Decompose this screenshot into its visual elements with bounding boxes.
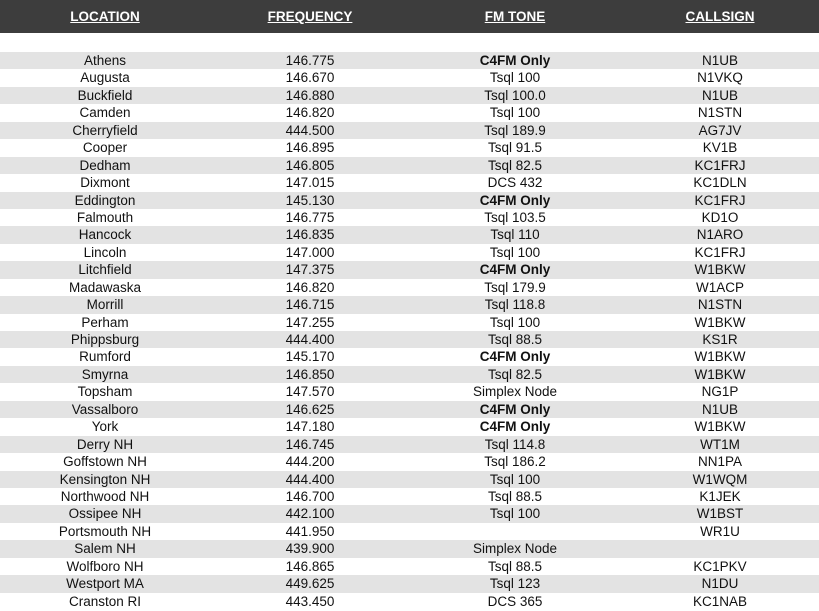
cell-fm-tone: Tsql 88.5 [487,488,543,504]
cell-fm-tone: Tsql 100 [489,244,541,260]
cell-location: Wolfboro NH [66,558,144,574]
cell-location: Buckfield [77,87,133,103]
cell-location: Hancock [78,227,132,243]
cell-fm-tone: C4FM Only [479,262,551,278]
table-row [0,139,819,156]
cell-frequency: 146.835 [285,227,335,243]
cell-location: Augusta [80,70,130,86]
cell-frequency: 146.775 [285,209,335,225]
cell-frequency: 444.200 [285,454,335,470]
cell-callsign: KD1O [701,209,739,225]
cell-frequency: 146.670 [285,70,335,86]
cell-fm-tone: Tsql 186.2 [484,454,546,470]
cell-location: Vassalboro [71,401,139,417]
cell-frequency: 147.570 [285,384,335,400]
cell-frequency: 146.715 [285,297,335,313]
cell-location: Salem NH [74,541,136,557]
cell-callsign: KC1NAB [692,593,748,609]
cell-callsign: N1UB [701,53,738,68]
cell-fm-tone: Tsql 123 [489,576,541,592]
cell-fm-tone: Tsql 189.9 [484,122,546,138]
cell-fm-tone: Tsql 82.5 [487,157,543,173]
cell-location: Cherryfield [72,122,138,138]
cell-location: Westport MA [66,576,144,592]
cell-location: Dedham [79,157,131,173]
cell-location: Smyrna [81,366,129,382]
table-row [0,174,819,191]
header-location[interactable]: LOCATION [70,9,140,24]
table-row [0,87,819,104]
cell-fm-tone: Simplex Node [472,541,558,557]
cell-frequency: 441.950 [285,523,335,539]
cell-callsign: W1BST [696,506,744,522]
table-row [0,471,819,488]
table-row [0,122,819,139]
cell-callsign: N1VKQ [697,70,743,86]
table-row [0,453,819,470]
cell-location: Phippsburg [70,332,140,347]
cell-location: Rumford [79,349,131,365]
cell-frequency: 449.625 [285,576,335,592]
cell-frequency: 146.865 [285,558,335,574]
table-row [0,558,819,575]
cell-frequency: 146.820 [285,105,335,121]
table-row [0,261,819,278]
table-row [0,279,819,296]
table-row [0,505,819,522]
cell-location: York [91,419,119,435]
cell-fm-tone: Tsql 100 [489,70,541,86]
cell-callsign: KC1FRJ [694,244,746,260]
cell-location: Derry NH [76,436,134,452]
table-row [0,52,819,69]
cell-fm-tone: C4FM Only [479,349,551,365]
table-row [0,226,819,243]
cell-fm-tone: Tsql 103.5 [484,209,546,225]
cell-callsign: W1BKW [694,262,746,278]
cell-fm-tone: Tsql 179.9 [484,279,546,295]
cell-frequency: 145.130 [285,192,335,208]
cell-fm-tone: Tsql 91.5 [487,140,543,156]
cell-frequency: 147.000 [285,244,335,260]
cell-frequency: 443.450 [285,593,335,609]
table-row [0,488,819,505]
cell-location: Kensington NH [59,471,151,487]
cell-location: Goffstown NH [63,454,147,470]
cell-callsign: N1ARO [696,227,744,243]
cell-callsign: N1STN [697,105,743,121]
cell-frequency: 146.775 [285,53,335,68]
cell-callsign: KC1PKV [693,558,747,574]
cell-frequency: 444.400 [285,471,335,487]
cell-location: Eddington [74,192,136,208]
table-row [0,366,819,383]
cell-frequency: 146.700 [285,488,335,504]
cell-callsign: W1ACP [695,279,744,295]
cell-callsign: KV1B [702,140,738,156]
cell-fm-tone: C4FM Only [479,401,551,417]
cell-callsign: NG1P [701,384,739,400]
cell-callsign: W1BKW [694,366,746,382]
table-row [0,331,819,348]
cell-location: Falmouth [76,209,134,225]
cell-callsign: W1BKW [694,314,746,330]
cell-callsign: K1JEK [699,488,741,504]
cell-fm-tone: C4FM Only [479,53,551,68]
cell-frequency: 146.850 [285,366,335,382]
table-row [0,523,819,540]
cell-frequency: 147.375 [285,262,335,278]
cell-frequency: 444.400 [285,332,335,347]
cell-callsign: NN1PA [697,454,742,470]
cell-callsign: N1UB [701,401,738,417]
table-row [0,157,819,174]
table-body [0,52,819,610]
cell-location: Cooper [82,140,128,156]
table-row [0,593,819,610]
cell-callsign: N1STN [697,297,743,313]
cell-fm-tone: Tsql 100 [489,471,541,487]
cell-callsign: KS1R [702,332,738,347]
cell-fm-tone: Tsql 82.5 [487,366,543,382]
cell-fm-tone: C4FM Only [479,192,551,208]
cell-location: Topsham [77,384,133,400]
cell-location: Ossipee NH [68,506,142,522]
table-row [0,192,819,209]
cell-callsign: WR1U [700,523,740,539]
cell-frequency: 146.745 [285,436,335,452]
cell-frequency: 147.180 [285,419,335,435]
table-row [0,348,819,365]
table-row [0,540,819,557]
table-header [0,0,819,33]
cell-fm-tone: Tsql 110 [490,227,540,243]
cell-callsign: KC1FRJ [694,157,746,173]
table-row [0,104,819,121]
cell-fm-tone: Simplex Node [472,384,558,400]
cell-callsign [625,540,815,557]
cell-fm-tone: DCS 365 [487,593,543,609]
cell-frequency: 442.100 [285,506,335,522]
cell-fm-tone [420,523,610,540]
table-row [0,383,819,400]
header-frequency[interactable]: FREQUENCY [267,9,353,24]
cell-frequency: 146.895 [285,140,335,156]
table-row [0,436,819,453]
cell-frequency: 146.625 [285,401,335,417]
cell-location: Lincoln [83,244,127,260]
cell-frequency: 146.805 [285,157,335,173]
cell-location: Cranston RI [68,593,142,609]
table-row [0,244,819,261]
cell-callsign: N1DU [701,576,739,592]
cell-callsign: W1BKW [694,349,746,365]
cell-frequency: 147.255 [285,314,335,330]
cell-location: Madawaska [68,279,142,295]
cell-fm-tone: DCS 432 [487,175,543,191]
cell-callsign: KC1FRJ [694,192,746,208]
cell-callsign: N1UB [701,87,738,103]
cell-fm-tone: Tsql 100 [489,105,541,121]
table-row [0,401,819,418]
cell-location: Athens [83,53,127,68]
table-row [0,69,819,86]
cell-location: Northwood NH [60,488,150,504]
cell-frequency: 147.015 [285,175,335,191]
cell-fm-tone: Tsql 114.8 [484,436,546,452]
table-row [0,314,819,331]
cell-location: Camden [79,105,131,121]
cell-location: Perham [81,314,129,330]
cell-callsign: W1WQM [692,471,748,487]
table-row [0,209,819,226]
cell-frequency: 444.500 [285,122,335,138]
cell-frequency: 146.880 [285,87,335,103]
cell-fm-tone: Tsql 100.0 [484,87,546,103]
cell-callsign: KC1DLN [693,175,747,191]
cell-frequency: 439.900 [285,541,335,557]
cell-callsign: WT1M [700,436,740,452]
cell-fm-tone: Tsql 100 [489,314,541,330]
cell-location: Morrill [86,297,124,313]
header-callsign[interactable]: CALLSIGN [685,9,755,24]
cell-fm-tone: C4FM Only [479,419,551,435]
cell-location: Portsmouth NH [58,523,152,539]
cell-fm-tone: Tsql 88.5 [487,558,543,574]
cell-location: Dixmont [80,175,130,191]
cell-frequency: 145.170 [285,349,335,365]
cell-fm-tone: Tsql 100 [489,506,541,522]
table-row [0,418,819,435]
header-fm-tone[interactable]: FM TONE [484,9,546,24]
cell-callsign: W1BKW [694,419,746,435]
cell-location: Litchfield [78,262,132,278]
cell-fm-tone: Tsql 88.5 [487,332,543,347]
table-row [0,575,819,592]
cell-fm-tone: Tsql 118.8 [484,297,546,313]
table-row [0,296,819,313]
cell-frequency: 146.820 [285,279,335,295]
cell-callsign: AG7JV [698,122,742,138]
